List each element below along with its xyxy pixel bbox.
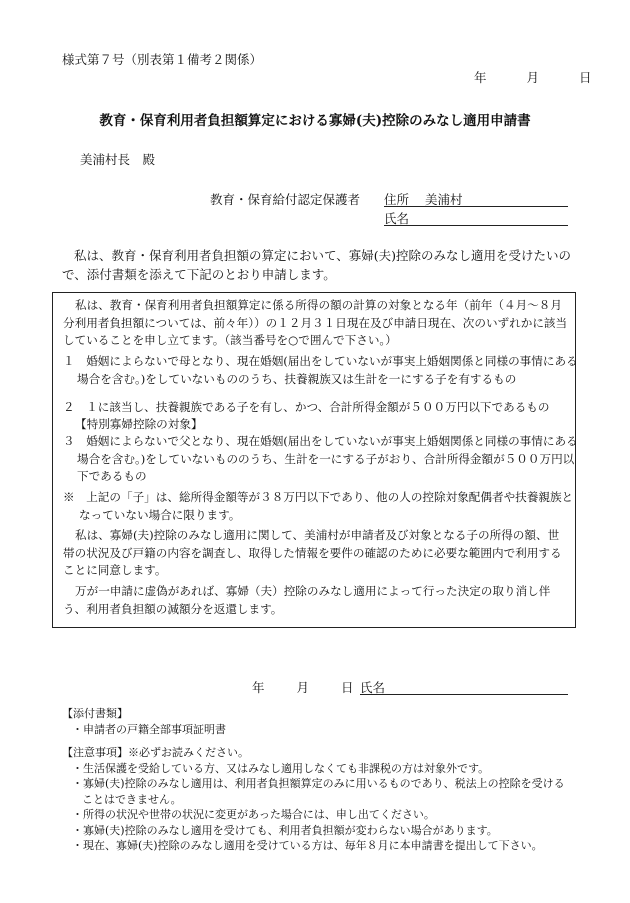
note-item: ・所得の状況や世帯の状況に変更があった場合には、申し出てください。 [72,808,435,821]
sign-month-label: 月 [296,680,309,695]
declaration-lead: 私は、教育・保育利用者負担額算定に係る所得の額の計算の対象となる年（前年（４月～８月分利用者負担額については、前々年））の１２月３１日現在及び申請日現在、次のいずれかに該当していることを申し立てます。（該当番号を○で囲んで下さい。） [63,298,568,347]
option-2[interactable]: ２ １に該当し、扶養親族である子を有し、かつ、合計所得金額が５００万円以下であるもの [63,400,550,414]
address-value: 美浦村 [424,192,463,207]
option-3[interactable]: ３ 婚姻によらないで父となり、現在婚姻(届出をしていないが事実上婚姻関係と同様の事情にある場合を含む。)をしていないもののうち、生計を一にする子がおり、合計所得金額が５００万円以下であるもの [63,434,578,483]
option-1[interactable]: １ 婚姻によらないで母となり、現在婚姻(届出をしていないが事実上婚姻関係と同様の事情にある場合を含む。)をしていないもののうち、扶養親族又は生計を一にする子を有するもの [63,354,578,386]
note-item: ・寡婦(夫)控除のみなし適用を受けても、利用者負担額が変わらない場合があります。 [72,823,498,837]
signature-date [252,678,353,696]
special-deduction-note: 【特別寡婦控除の対象】 [75,417,203,431]
header-date [474,68,591,86]
note-item: ・現在、寡婦(夫)控除のみなし適用を受けている方は、毎年８月に本申請書を提出して下さい。 [72,839,543,852]
attachments-heading: 【添付書類】 [62,707,128,720]
declaration-box [52,292,576,628]
signature-name-field[interactable] [360,678,568,695]
notes-section [62,745,572,854]
attachments-section [62,706,226,737]
sign-day-label: 日 [340,680,354,695]
applicant-label: 教育・保育給付認定保護者 [210,192,361,207]
addressee: 美浦村長 殿 [80,152,156,167]
sign-year-label: 年 [252,680,265,695]
false-claim-paragraph: 万が一申請に虚偽があれば、寡婦（夫）控除のみなし適用によって行った決定の取り消し伴う、利用者負担額の減額分を返還します。 [63,584,551,616]
note-item: ・生活保護を受給している方、又はみなし適用しなくても非課税の方は対象外です。 [72,761,490,775]
address-label: 住所 [384,192,410,207]
notes-heading: 【注意事項】※必ずお読みください。 [62,746,249,759]
signature-name-label: 氏名 [360,680,386,695]
child-definition-note: ※ 上記の「子」は、総所得金額等が３８万円以下であり、他の人の控除対象配偶者や扶養親族となっていない場合に限ります。 [63,490,574,522]
date-month-label: 月 [526,70,539,85]
address-field[interactable] [384,190,568,207]
document-title: 教育・保育利用者負担額算定における寡婦(夫)控除のみなし適用申請書 [99,113,531,129]
note-item: ・寡婦(夫)控除のみなし適用は、利用者負担額算定のみに用いるものであり、税法上の控除を受けることはできません。 [72,777,565,806]
date-year-label: 年 [474,70,487,85]
consent-paragraph: 私は、寡婦(夫)控除のみなし適用に関して、美浦村が申請者及び対象となる子の所得の額、世帯の状況及び戸籍の内容を調査し、取得した情報を要件の確認のために必要な範囲内で利用することに同意します。 [63,528,562,577]
form-number: 様式第７号（別表第１備考２関係） [62,52,263,67]
attachment-item: ・申請者の戸籍全部事項証明書 [72,722,226,736]
name-label: 氏名 [384,211,410,226]
date-day-label: 日 [578,70,592,85]
intro-paragraph: 私は、教育・保育利用者負担額の算定において、寡婦(夫)控除のみなし適用を受けたいので、添付書類を添えて下記のとおり申請します。 [62,248,572,282]
applicant-name-field[interactable] [384,209,568,226]
